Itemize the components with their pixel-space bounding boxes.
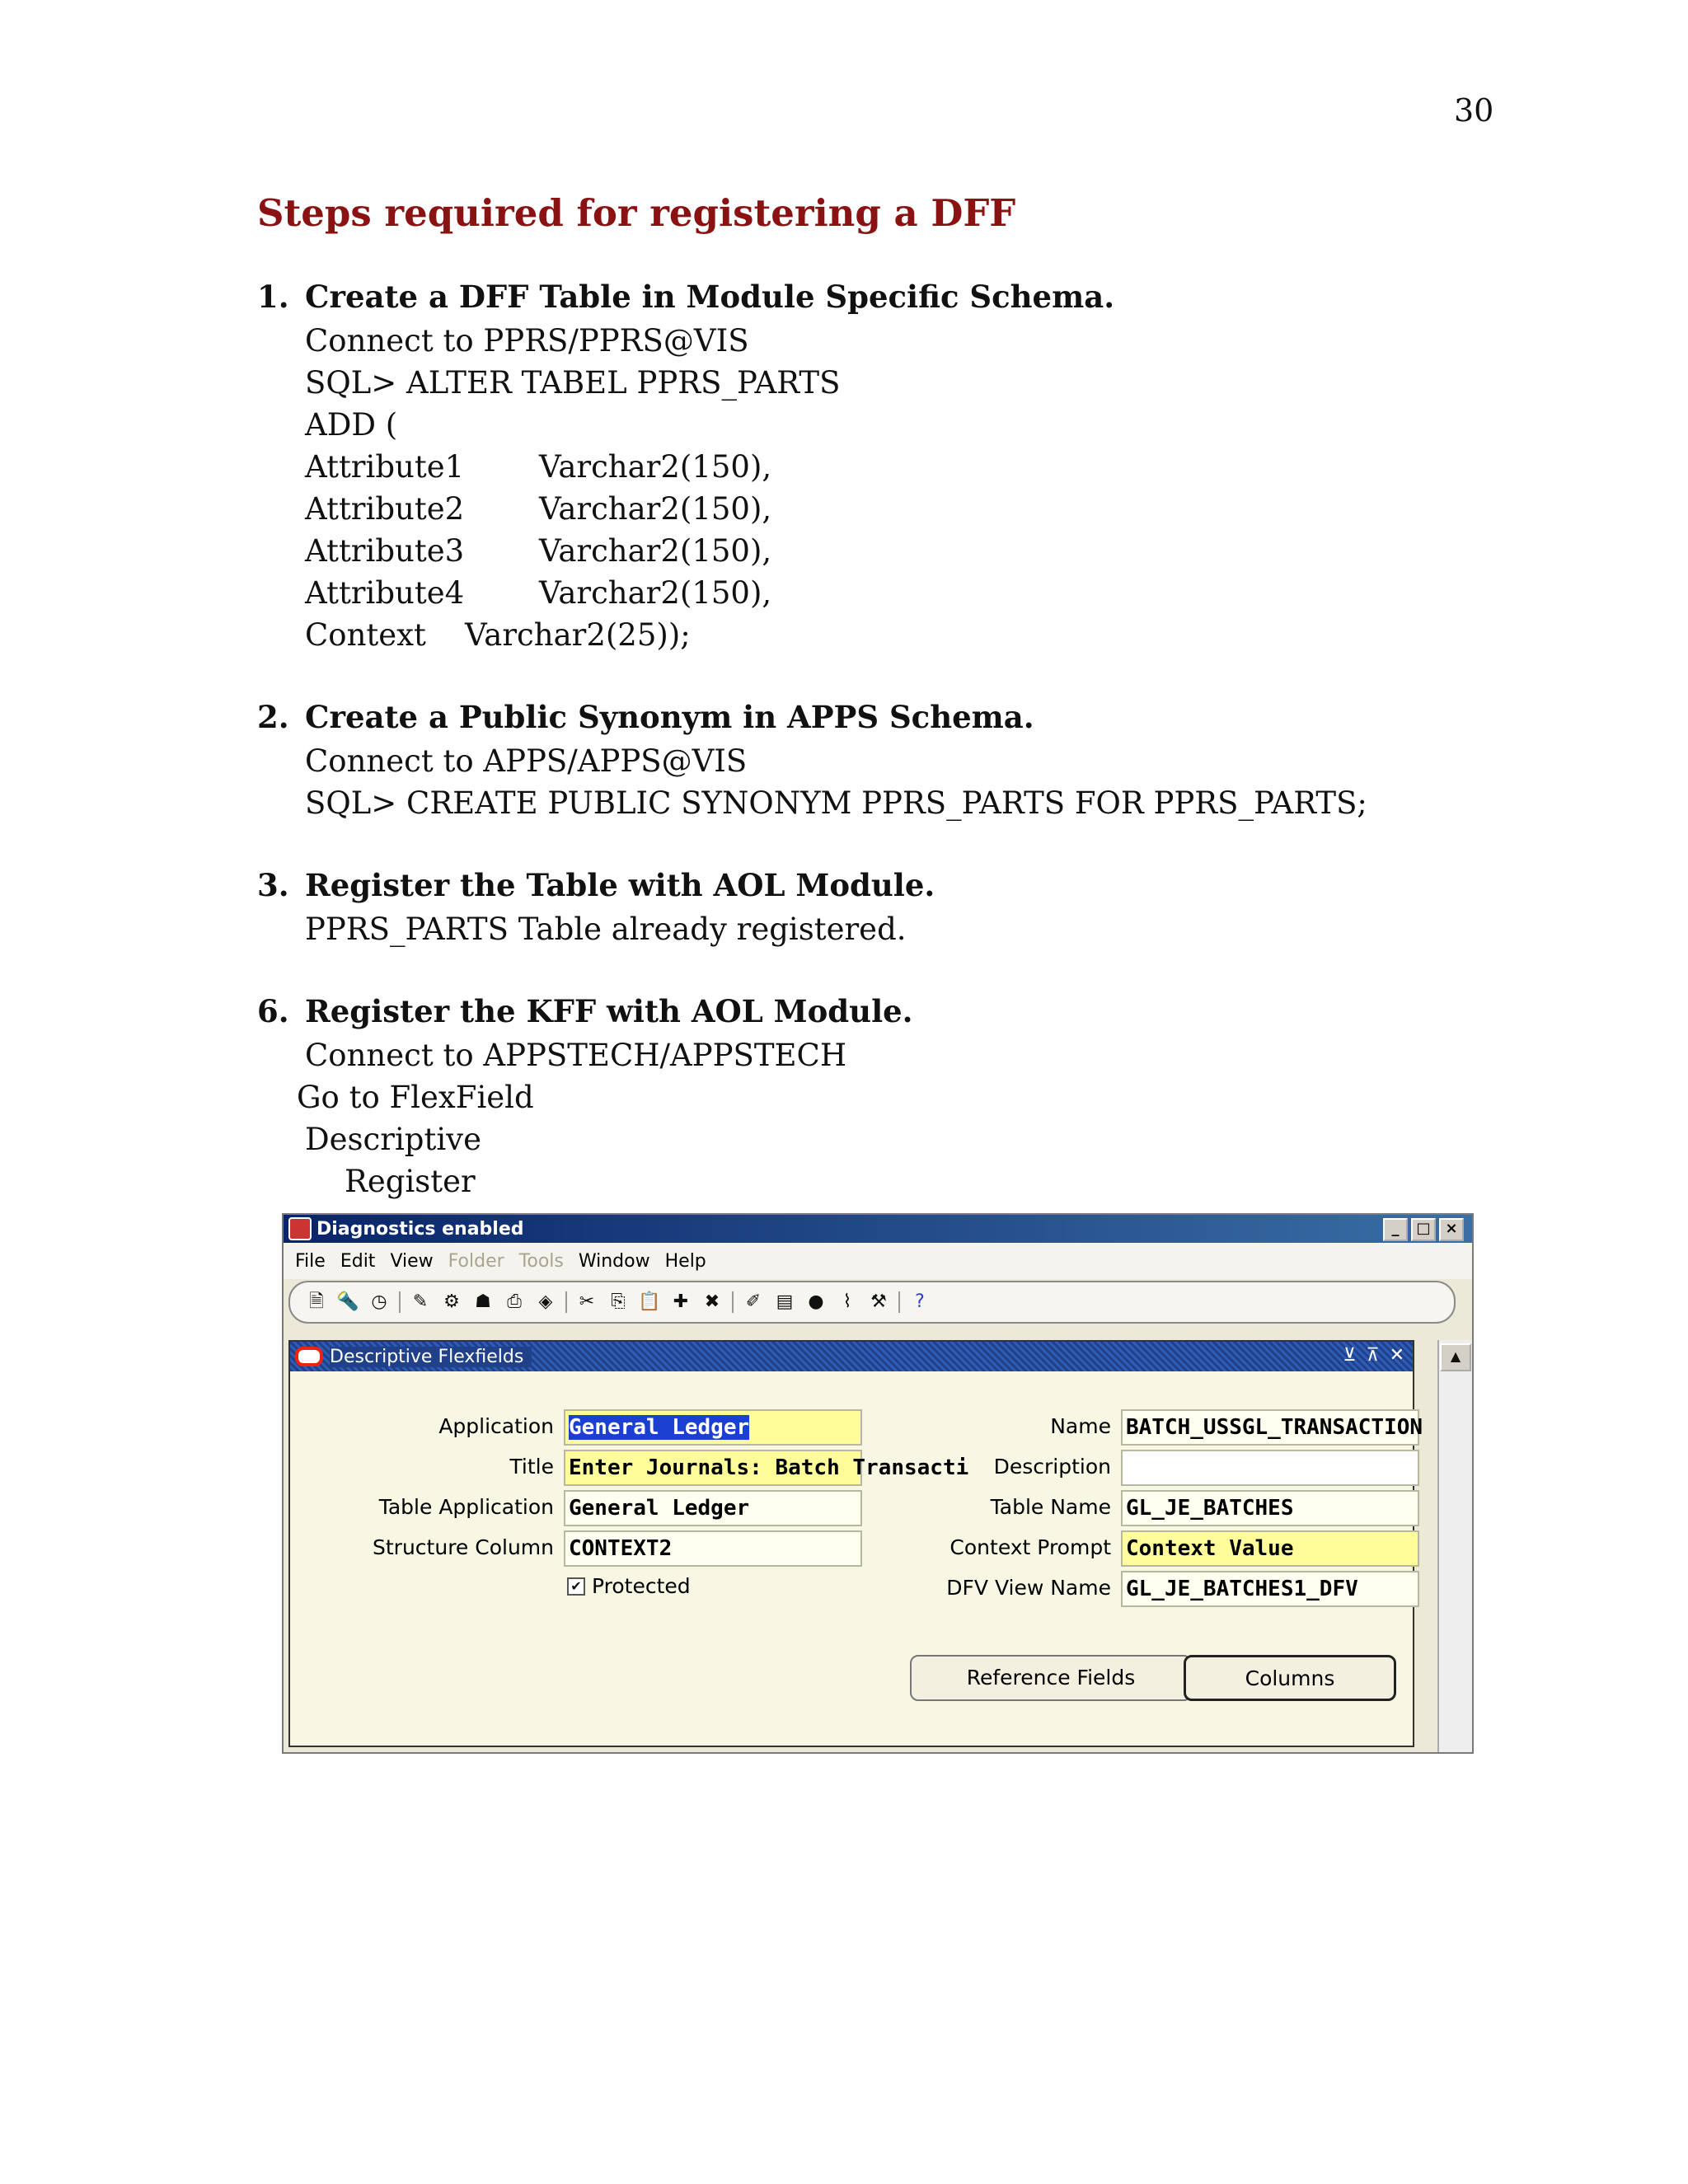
title-label: Title <box>509 1455 554 1479</box>
toolbar-separator <box>732 1291 734 1313</box>
menu-file[interactable]: File <box>295 1250 326 1272</box>
name-field[interactable]: BATCH_USSGL_TRANSACTION <box>1121 1409 1419 1446</box>
step-3-number: 3. <box>257 867 289 903</box>
close-form-icon[interactable]: ◈ <box>538 1291 553 1312</box>
column-name: Attribute4 <box>305 575 465 611</box>
menu-view[interactable]: View <box>390 1250 434 1272</box>
columns-button[interactable]: Columns <box>1184 1655 1396 1701</box>
switch-responsibility-icon[interactable]: ☗ <box>475 1291 491 1312</box>
reference-fields-button[interactable]: Reference Fields <box>910 1655 1192 1701</box>
descriptive-flexfields-form <box>288 1340 1423 1747</box>
menu-help[interactable]: Help <box>664 1250 706 1272</box>
step-2-line: Connect to APPS/APPS@VIS <box>305 743 748 779</box>
java-icon <box>288 1217 312 1240</box>
description-field[interactable] <box>1121 1450 1419 1486</box>
form-title: Descriptive Flexfields <box>330 1347 532 1367</box>
application-field[interactable]: General Ledger <box>564 1409 862 1446</box>
new-record-icon[interactable]: 🗎 <box>309 1291 324 1312</box>
step-2-line: SQL> CREATE PUBLIC SYNONYM PPRS_PARTS FOR PPRS_PARTS; <box>305 785 1367 821</box>
folder-tools-icon[interactable]: ⚒ <box>870 1291 887 1312</box>
vertical-scrollbar[interactable] <box>1437 1340 1472 1752</box>
close-icon[interactable]: ✕ <box>1389 1345 1404 1366</box>
delete-icon[interactable]: ✖ <box>704 1291 720 1312</box>
nav-step: Go to FlexField <box>297 1080 534 1115</box>
step-2-number: 2. <box>257 699 289 735</box>
translations-icon[interactable]: ● <box>808 1291 824 1312</box>
maximize-icon[interactable]: □ <box>1411 1218 1436 1241</box>
nav-step: Register <box>345 1164 476 1199</box>
attachments-icon[interactable]: ⌇ <box>842 1291 852 1312</box>
step-6-number: 6. <box>257 993 289 1029</box>
step-1-line: ADD ( <box>305 407 398 443</box>
application-label: Application <box>438 1414 554 1438</box>
edit-field-icon[interactable]: ✐ <box>745 1291 762 1312</box>
column-name: Attribute2 <box>305 491 465 527</box>
name-label: Name <box>1050 1414 1111 1438</box>
step-2-title: Create a Public Synonym in APPS Schema. <box>305 699 1034 735</box>
minimize-icon[interactable]: ⊻ <box>1343 1345 1357 1366</box>
toolbar-separator <box>565 1291 567 1313</box>
context-prompt-field[interactable]: Context Value <box>1121 1530 1419 1567</box>
help-icon[interactable]: ? <box>915 1291 925 1312</box>
find-icon[interactable]: 🔦 <box>336 1291 359 1312</box>
dfv-view-name-field[interactable]: GL_JE_BATCHES1_DFV <box>1121 1571 1419 1607</box>
structure-column-field[interactable]: CONTEXT2 <box>564 1530 862 1567</box>
table-application-field[interactable]: General Ledger <box>564 1490 862 1526</box>
step-1-number: 1. <box>257 279 289 315</box>
step-1-title: Create a DFF Table in Module Specific Schema. <box>305 279 1115 315</box>
close-icon[interactable]: × <box>1439 1218 1464 1241</box>
menu-folder[interactable]: Folder <box>448 1250 504 1272</box>
description-label: Description <box>993 1455 1111 1479</box>
menubar <box>284 1243 1472 1279</box>
column-type: Varchar2(150), <box>539 575 772 611</box>
page-number: 30 <box>1454 92 1494 129</box>
cut-icon[interactable]: ✂ <box>579 1291 595 1312</box>
step-3-line: PPRS_PARTS Table already registered. <box>305 912 907 947</box>
oracle-apps-window <box>282 1213 1474 1754</box>
step-6-line: Connect to APPSTECH/APPSTECH <box>305 1038 847 1073</box>
structure-column-label: Structure Column <box>373 1535 554 1559</box>
oracle-icon <box>295 1347 323 1366</box>
scroll-up-icon[interactable]: ▲ <box>1440 1343 1471 1371</box>
page-heading: Steps required for registering a DFF <box>257 191 1016 235</box>
window-titlebar <box>284 1215 1472 1243</box>
step-6-title: Register the KFF with AOL Module. <box>305 993 913 1029</box>
copy-icon[interactable]: ⎘ <box>611 1291 626 1312</box>
context-line: Context Varchar2(25)); <box>305 617 691 653</box>
column-name: Attribute1 <box>305 449 465 485</box>
dfv-view-name-label: DFV View Name <box>946 1576 1111 1600</box>
menu-edit[interactable]: Edit <box>340 1250 376 1272</box>
column-name: Attribute3 <box>305 533 465 569</box>
toolbar-separator <box>399 1291 401 1313</box>
paste-icon[interactable]: 📋 <box>638 1291 661 1312</box>
minimize-icon[interactable]: _ <box>1383 1218 1408 1241</box>
protected-label: Protected <box>592 1574 691 1598</box>
form-titlebar <box>290 1342 1413 1371</box>
next-step-icon[interactable]: ⚙ <box>443 1291 460 1312</box>
table-name-label: Table Name <box>990 1495 1111 1519</box>
window-title: Diagnostics enabled <box>316 1218 524 1240</box>
maximize-icon[interactable]: ⊼ <box>1366 1345 1380 1366</box>
navigator-icon[interactable]: ◷ <box>371 1291 387 1312</box>
column-type: Varchar2(150), <box>539 491 772 527</box>
column-type: Varchar2(150), <box>539 533 772 569</box>
menu-tools[interactable]: Tools <box>518 1250 564 1272</box>
context-prompt-label: Context Prompt <box>950 1535 1111 1559</box>
step-3-title: Register the Table with AOL Module. <box>305 867 935 903</box>
save-icon[interactable]: ✎ <box>412 1291 429 1312</box>
table-application-label: Table Application <box>378 1495 554 1519</box>
column-type: Varchar2(150), <box>539 449 772 485</box>
nav-step: Descriptive <box>305 1122 481 1157</box>
toolbar-separator <box>898 1291 900 1313</box>
toolbar <box>288 1281 1456 1324</box>
protected-checkbox[interactable]: ✔ <box>567 1577 585 1596</box>
step-1-line: Connect to PPRS/PPRS@VIS <box>305 323 749 359</box>
step-1-line: SQL> ALTER TABEL PPRS_PARTS <box>305 365 841 401</box>
title-field[interactable]: Enter Journals: Batch Transacti <box>564 1450 862 1486</box>
zoom-icon[interactable]: ▤ <box>776 1291 794 1312</box>
print-icon[interactable]: ⎙ <box>507 1291 522 1312</box>
menu-window[interactable]: Window <box>578 1250 650 1272</box>
table-name-field[interactable]: GL_JE_BATCHES <box>1121 1490 1419 1526</box>
new-icon[interactable]: ✚ <box>673 1291 689 1312</box>
